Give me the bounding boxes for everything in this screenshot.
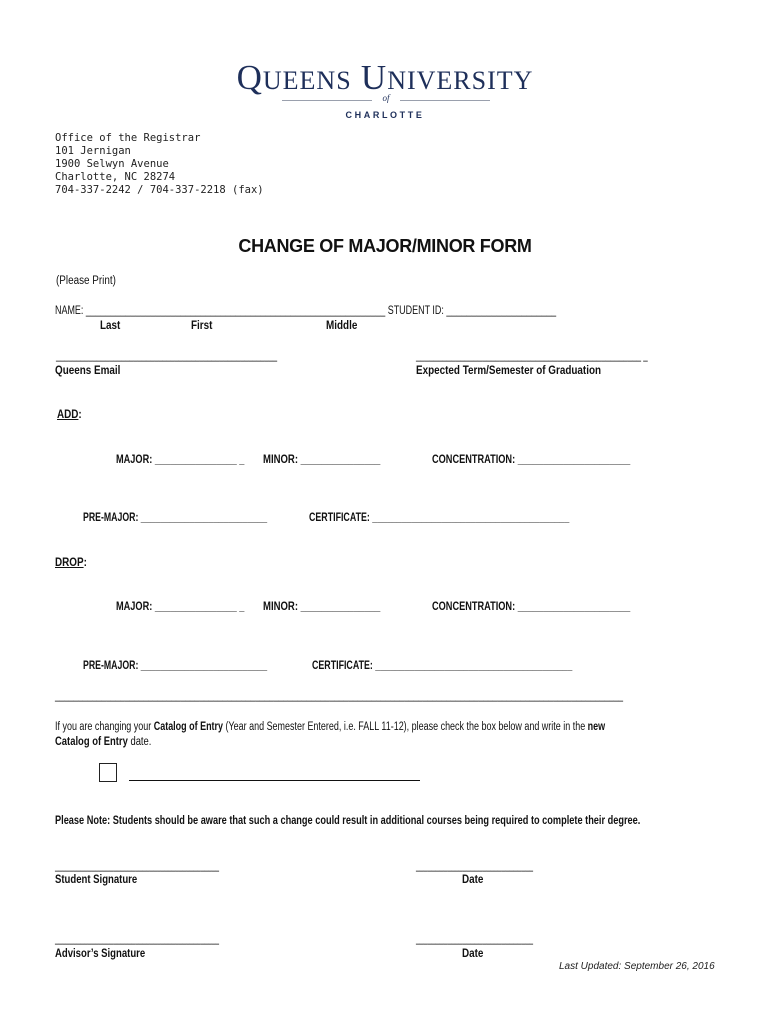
name-first-label: First	[191, 320, 213, 332]
catalog-entry-bold-2: Catalog of Entry	[55, 736, 128, 748]
add-premajor-field[interactable]: PRE-MAJOR: __________________________	[83, 512, 268, 524]
catalog-entry-bold-1: Catalog of Entry	[153, 721, 224, 733]
logo-of-row	[282, 92, 490, 108]
student-date-label: Date	[462, 874, 484, 886]
add-concentration-field[interactable]: CONCENTRATION: ______________________	[432, 454, 631, 466]
expected-graduation-label: Expected Term/Semester of Graduation	[416, 365, 602, 377]
catalog-text-2: (Year and Semester Entered, i.e. FALL 11-12), please check the box below and write in the	[223, 721, 588, 733]
new-catalog-date-field[interactable]	[129, 780, 420, 781]
catalog-new-bold: new	[587, 721, 606, 733]
logo-niversity: NIVERSITY	[387, 66, 534, 95]
name-student-id-field[interactable]: NAME: ____________________________________________________________ STUDENT ID: ______________________	[55, 305, 557, 317]
student-signature-label: Student Signature	[55, 874, 138, 886]
address-phone: 704-337-2242 / 704-337-2218 (fax)	[55, 184, 264, 196]
section-separator: __________________________________________________________________________________________________________________________	[55, 690, 624, 702]
queens-email-field[interactable]: ______________________________________________________	[56, 350, 278, 362]
logo-u: U	[360, 58, 388, 97]
add-section-heading	[57, 409, 82, 421]
advisor-signature-line[interactable]: _____________________________________________	[55, 933, 220, 945]
name-last-label: Last	[100, 320, 121, 332]
advisor-date-line[interactable]: ______________________________	[416, 933, 534, 945]
add-label: ADD	[57, 409, 79, 421]
address-city: Charlotte, NC 28274	[55, 171, 176, 183]
add-certificate-field[interactable]: CERTIFICATE: ________________________________________	[309, 512, 570, 524]
logo-rule-right	[400, 100, 490, 101]
catalog-text-1: If you are changing your	[55, 721, 154, 733]
address-building: 101 Jernigan	[55, 145, 131, 157]
add-major-field[interactable]: MAJOR: ________________ _	[116, 454, 245, 466]
please-print-note: (Please Print)	[56, 275, 116, 287]
logo-q: Q	[236, 58, 263, 97]
add-minor-field[interactable]: MINOR: _______________	[263, 454, 381, 466]
catalog-instructions-line1	[55, 721, 605, 733]
catalog-instructions-line2	[55, 736, 151, 748]
logo-of: of	[382, 93, 390, 103]
catalog-change-checkbox[interactable]	[99, 763, 117, 782]
logo-charlotte: CHARLOTTE	[345, 110, 425, 120]
drop-colon: :	[83, 557, 87, 569]
add-colon: :	[78, 409, 82, 421]
expected-graduation-field[interactable]: ___________________________________________________ _	[416, 350, 648, 362]
student-signature-line[interactable]: _____________________________________________	[55, 860, 220, 872]
drop-minor-field[interactable]: MINOR: _______________	[263, 601, 381, 613]
address-office: Office of the Registrar	[55, 132, 201, 144]
drop-section-heading	[55, 557, 87, 569]
queens-email-label: Queens Email	[55, 365, 121, 377]
address-street: 1900 Selwyn Avenue	[55, 158, 169, 170]
logo-ueens: UEENS	[262, 66, 352, 95]
drop-premajor-field[interactable]: PRE-MAJOR: __________________________	[83, 660, 268, 672]
drop-label: DROP	[55, 557, 84, 569]
drop-certificate-field[interactable]: CERTIFICATE: ________________________________________	[312, 660, 573, 672]
advisor-date-label: Date	[462, 948, 484, 960]
advisor-signature-label: Advisor’s Signature	[55, 948, 146, 960]
form-title: CHANGE OF MAJOR/MINOR FORM	[238, 236, 532, 256]
last-updated-note: Last Updated: September 26, 2016	[559, 961, 715, 972]
name-middle-label: Middle	[326, 320, 358, 332]
catalog-text-3: date.	[127, 736, 152, 748]
student-date-line[interactable]: ______________________________	[416, 860, 534, 872]
drop-major-field[interactable]: MAJOR: ________________ _	[116, 601, 245, 613]
drop-concentration-field[interactable]: CONCENTRATION: ______________________	[432, 601, 631, 613]
please-note-warning: Please Note: Students should be aware that such a change could result in additional courses being required to complete their degree.	[55, 815, 641, 827]
